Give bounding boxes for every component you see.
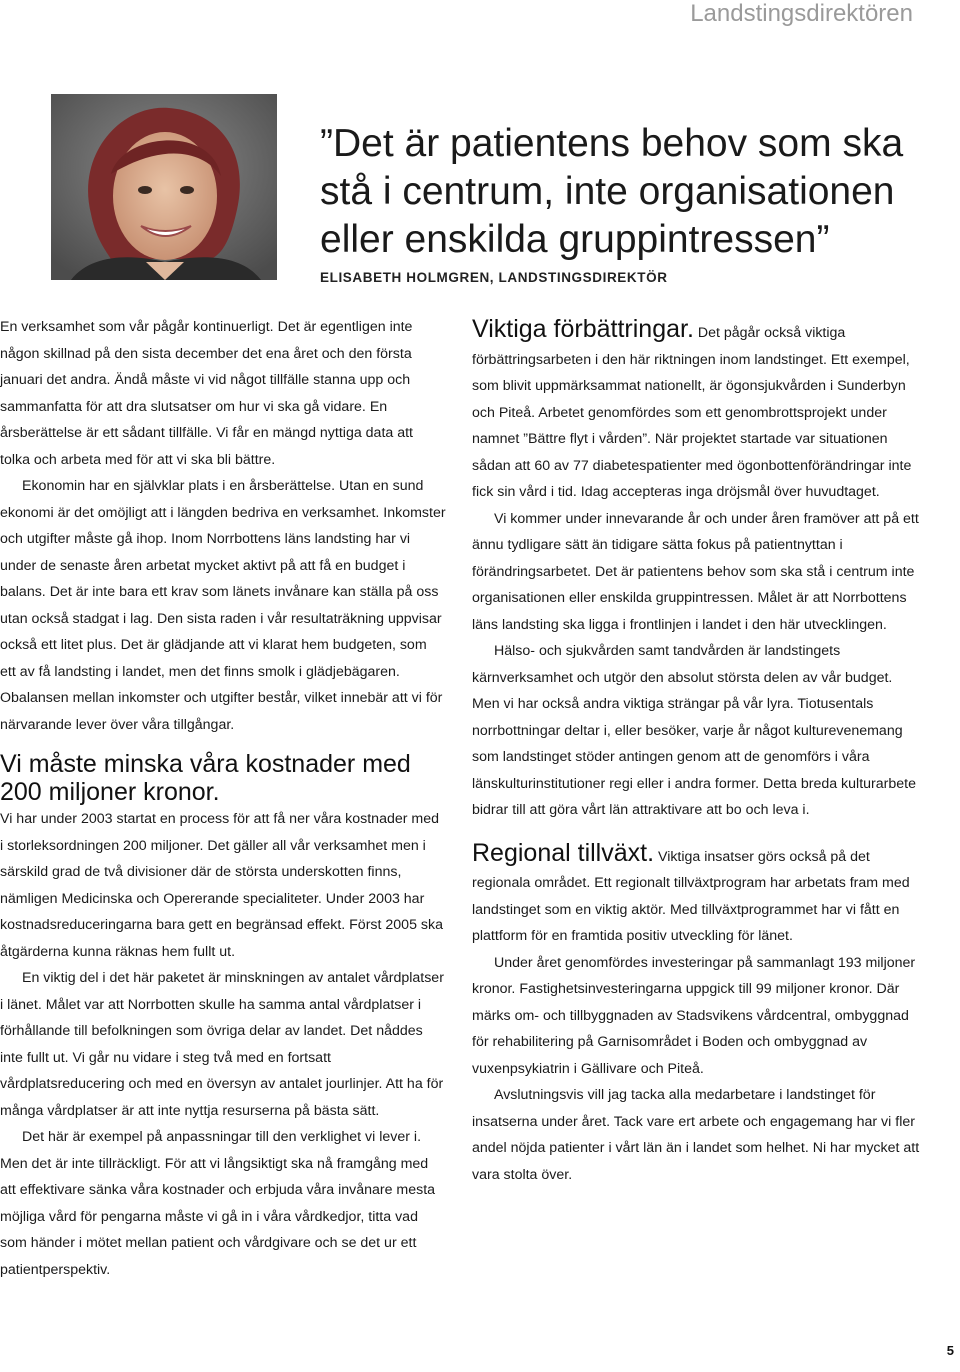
left-paragraph-5: Det här är exempel på anpassningar till den verklighet vi lever i. Men det är inte tillräckligt. För att vi långsiktigt ska nå framgång med att effektivare sänka våra kostnader och erbjuda våra invånare mesta möjliga vård för pengarna måste vi gå in i våra vårdkedjor, titta vad som händer i mötet mellan patient och vårdgivare och se det ur ett patientperspektiv. bbox=[0, 1129, 436, 1278]
portrait-photo bbox=[51, 94, 277, 280]
page-number: 5 bbox=[946, 1343, 954, 1358]
quote-attribution: ELISABETH HOLMGREN, LANDSTINGSDIREKTÖR bbox=[320, 270, 668, 285]
left-paragraph-4: En viktig del i det här paketet är minskningen av antalet vårdplatser i länet. Målet var att Norrbotten skulle ha samma antal vårdplatser i förhållande till befolkningen som övriga delar av landet. Det nåddes inte fullt ut. Vi går nu vidare i steg två med en fortsatt vårdplatsreducering och med en översyn av antalet jourlinjer. Att ha för många vårdplatser är att inte nyttja resurserna på bästa sätt. bbox=[0, 970, 444, 1119]
right-paragraph-6: Avslutningsvis vill jag tacka alla medarbetare i landstinget för insatserna under året. Tack vare ert arbete och engagemang har vi fler andel nöjda patienter i vårt län än i landet som helhet. Ni har mycket att vara stolta över. bbox=[472, 1087, 920, 1183]
right-paragraph-5: Under året genomfördes investeringar på sammanlagt 193 miljoner kronor. Fastighetsinvesteringarna uppgick till 99 miljoner kronor. Där märks om- och tillbyggnaden av Stadsvikens vårdcentral, ombyggnad för rehabilitering på Garnisområdet i Boden och ombyggnad av vuxenpsykiatrin i Gällivare och Piteå. bbox=[472, 954, 916, 1077]
pull-quote bbox=[320, 120, 940, 264]
right-column bbox=[472, 314, 922, 1188]
quote-line-3: eller enskilda gruppintressen” bbox=[320, 218, 830, 261]
portrait-image bbox=[51, 94, 277, 280]
right-paragraph-2: Vi kommer under innevarande år och under åren framöver att på ett ännu tydligare sätt än tidigare sätta fokus på patientnyttan i förändringsarbetet. Det är patientens behov som ska stå i centrum inte organisationen eller enskilda gruppintressen. Målet är att Norrbottens läns landsting ska ligga i frontlinjen i landet i den här utvecklingen. bbox=[472, 510, 919, 633]
left-subheading: Vi måste minska våra kostnader med 200 miljoner kronor. bbox=[0, 750, 411, 806]
right-paragraph-1: Det pågår också viktiga förbättringsarbeten i den här riktningen inom landstinget. Ett exempel, som blivit uppmärksammat nationellt, är ögonsjukvården i Sunderbyn och Piteå. Arbetet genomfördes som ett genombrottsprojekt under namnet ”Bättre flyt i vården”. När projektet startade var situationen sådan att 60 av 77 diabetespatienter med ögonbottenförändringar inte fick sin vård i tid. Idag accepteras inga dröjsmål över huvudtaget. bbox=[472, 325, 912, 500]
right-heading-2: Regional tillväxt. bbox=[472, 838, 655, 867]
section-header: Landstingsdirektören bbox=[690, 0, 913, 27]
left-paragraph-1: En verksamhet som vår pågår kontinuerligt. Det är egentligen inte någon skillnad på den sista december det ena året och den första januari det andra. Ändå måste vi vid något tillfälle stanna upp och sammanfatta för att dra slutsatser om hur vi ska gå vidare. En årsberättelse är ett sådant tillfälle. Vi får en mängd nyttiga data att tolka och arbeta med för att vi ska bli bättre. bbox=[0, 319, 413, 468]
right-paragraph-3: Hälso- och sjukvården samt tandvården är landstingets kärnverksamhet och utgör den absolut största delen av vår budget. Men vi har också andra viktiga strängar på vår lyra. Tiotusentals norrbottningar deltar i, eller besöker, varje år något kulturevenemang som landstinget stöder antingen genom att de genomförs i våra länskulturinstitutioner regi eller i andra former. Detta breda kulturarbete bidrar till att göra vårt län attraktivare att bo och leva i. bbox=[472, 643, 916, 818]
right-paragraph-4: Viktiga insatser görs också på det regionala området. Ett regionalt tillväxtprogram har arbetats fram med landstinget som en viktig aktör. Med tillväxtprogrammet har vi fått en plattform för en framtida positiv utveckling för länet. bbox=[472, 848, 910, 944]
left-column bbox=[0, 314, 446, 1283]
left-paragraph-2: Ekonomin har en självklar plats i en årsberättelse. Utan en sund ekonomi är det omöjligt att i längden bedriva en verksamhet. Inkomster och utgifter måste gå ihop. Inom Norrbottens läns landsting har vi under de senaste åren arbetat mycket aktivt på att få en budget i balans. Det är inte bara ett krav som länets invånare kan ställa på oss utan också stadgat i lag. Den sista raden i vår resultaträkning uppvisar också ett litet plus. Det är glädjande att vi klarat hem budgeten, som ett av få landsting i landet, men det finns smolk i glädjebägaren. Obalansen mellan inkomster och utgifter består, vilket innebär att vi för närvarande lever över våra tillgångar. bbox=[0, 478, 446, 733]
quote-line-1: ”Det är patientens behov som ska bbox=[320, 122, 904, 165]
right-heading-1: Viktiga förbättringar. bbox=[472, 315, 694, 343]
quote-line-2: stå i centrum, inte organisationen bbox=[320, 170, 895, 213]
left-paragraph-3: Vi har under 2003 startat en process för att få ner våra kostnader med i storleksordningen 200 miljoner. Det gäller all vår verksamhet men i särskild grad de två divisioner där de största underskotten finns, nämligen Medicinska och Opererande specialiteter. Under 2003 har kostnadsreduceringarna bara gett en begränsad effekt. Först 2005 ska åtgärderna kunna räknas hem fullt ut. bbox=[0, 811, 443, 960]
